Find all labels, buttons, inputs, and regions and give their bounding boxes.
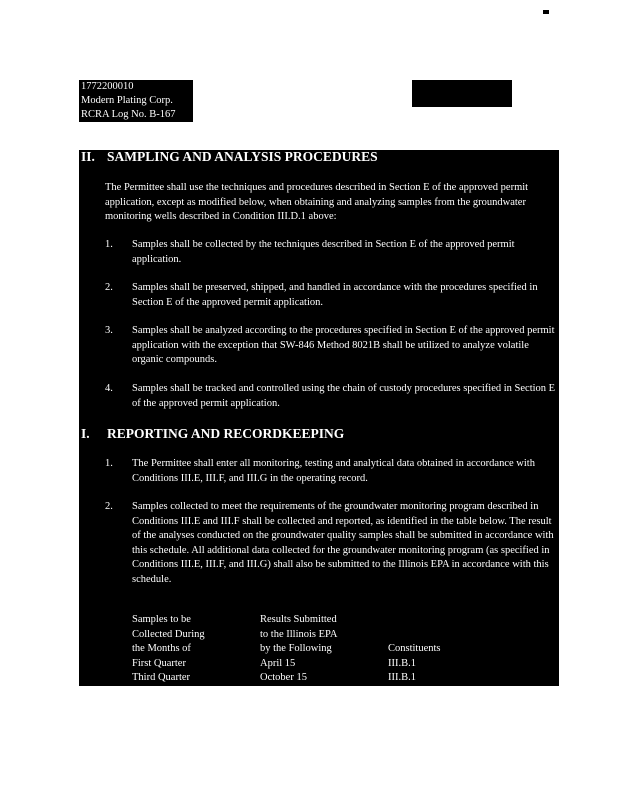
table-header-submitted: Results Submitted to the Illinois EPA by the Following April 15 October 15 — [260, 614, 338, 683]
section-heading-reporting: I. REPORTING AND RECORDKEEPING — [81, 426, 345, 441]
header-line-log: RCRA Log No. B-167 — [81, 109, 176, 120]
corner-mark — [543, 10, 549, 14]
section-heading-sampling: II. SAMPLING AND ANALYSIS PROCEDURES — [81, 149, 378, 164]
header-line-company: Modern Plating Corp. — [81, 95, 173, 106]
document-body: II. SAMPLING AND ANALYSIS PROCEDURES The Permittee shall use the techniques and procedures described in Section E of the approved permit application, except as modified below, when obtaining and analyzing samples from the groundwater monitoring wells described in Condition III.D.1 above: 1. Samples shall be collected by the techniques described in Section E of the approved permit application. 2. Samples shall be preserved, shipped, and handled in accordance with the procedures specified in Section E of the approved permit application. 3. Samples shall be analyzed according to the procedures specified in Section E of the approved permit application with the exception that SW-846 Method 8021B shall be utilized to analyze volatile organic compounds. 4. Samples shall be tracked and controlled using the chain of custody procedures specified in Section E of the approved permit application. I. REPORTING AND RECORDKEEPING 1. The Permittee shall enter all monitoring, testing and analytical data obtained in accordance with Conditions III.E, III.F, and III.G in the operating record. 2. Samples collected to meet the requirements of the groundwater monitoring program described in Conditions III.E and III.F shall be collected and reported, as identified in the table below. The result of the analyses conducted on the groundwater quality samples shall be submitted in accordance with this schedule. All additional data collected for the groundwater monitoring program (as specified in Conditions III.E, III.F, and III.G) shall also be submitted to the Illinois EPA in accordance with this schedule. Samples to be Collected During the Months of First Quarter Third Quarter Results Submitted to the Illinois EPA by the Following April 15 October 15 Constituents III.B.1 III.B.1 — [79, 150, 559, 686]
table-row-first-quarter: First Quarter — [132, 657, 186, 669]
section-intro: The Permittee shall use the techniques and procedures described in Section E of the approved permit application, except as modified below, when obtaining and analyzing samples from the groundwater monitoring wells described in Condition III.D.1 above: — [105, 182, 529, 222]
table-header-collected: Samples to be Collected During the Months of First Quarter Third Quarter — [132, 613, 205, 686]
table-row-third-quarter: Third Quarter — [132, 672, 191, 683]
header-line-id: 1772200010 — [81, 81, 134, 92]
table-header-constituents: Constituents III.B.1 III.B.1 — [388, 643, 441, 683]
document-header — [79, 80, 193, 122]
redaction-box — [412, 80, 512, 107]
